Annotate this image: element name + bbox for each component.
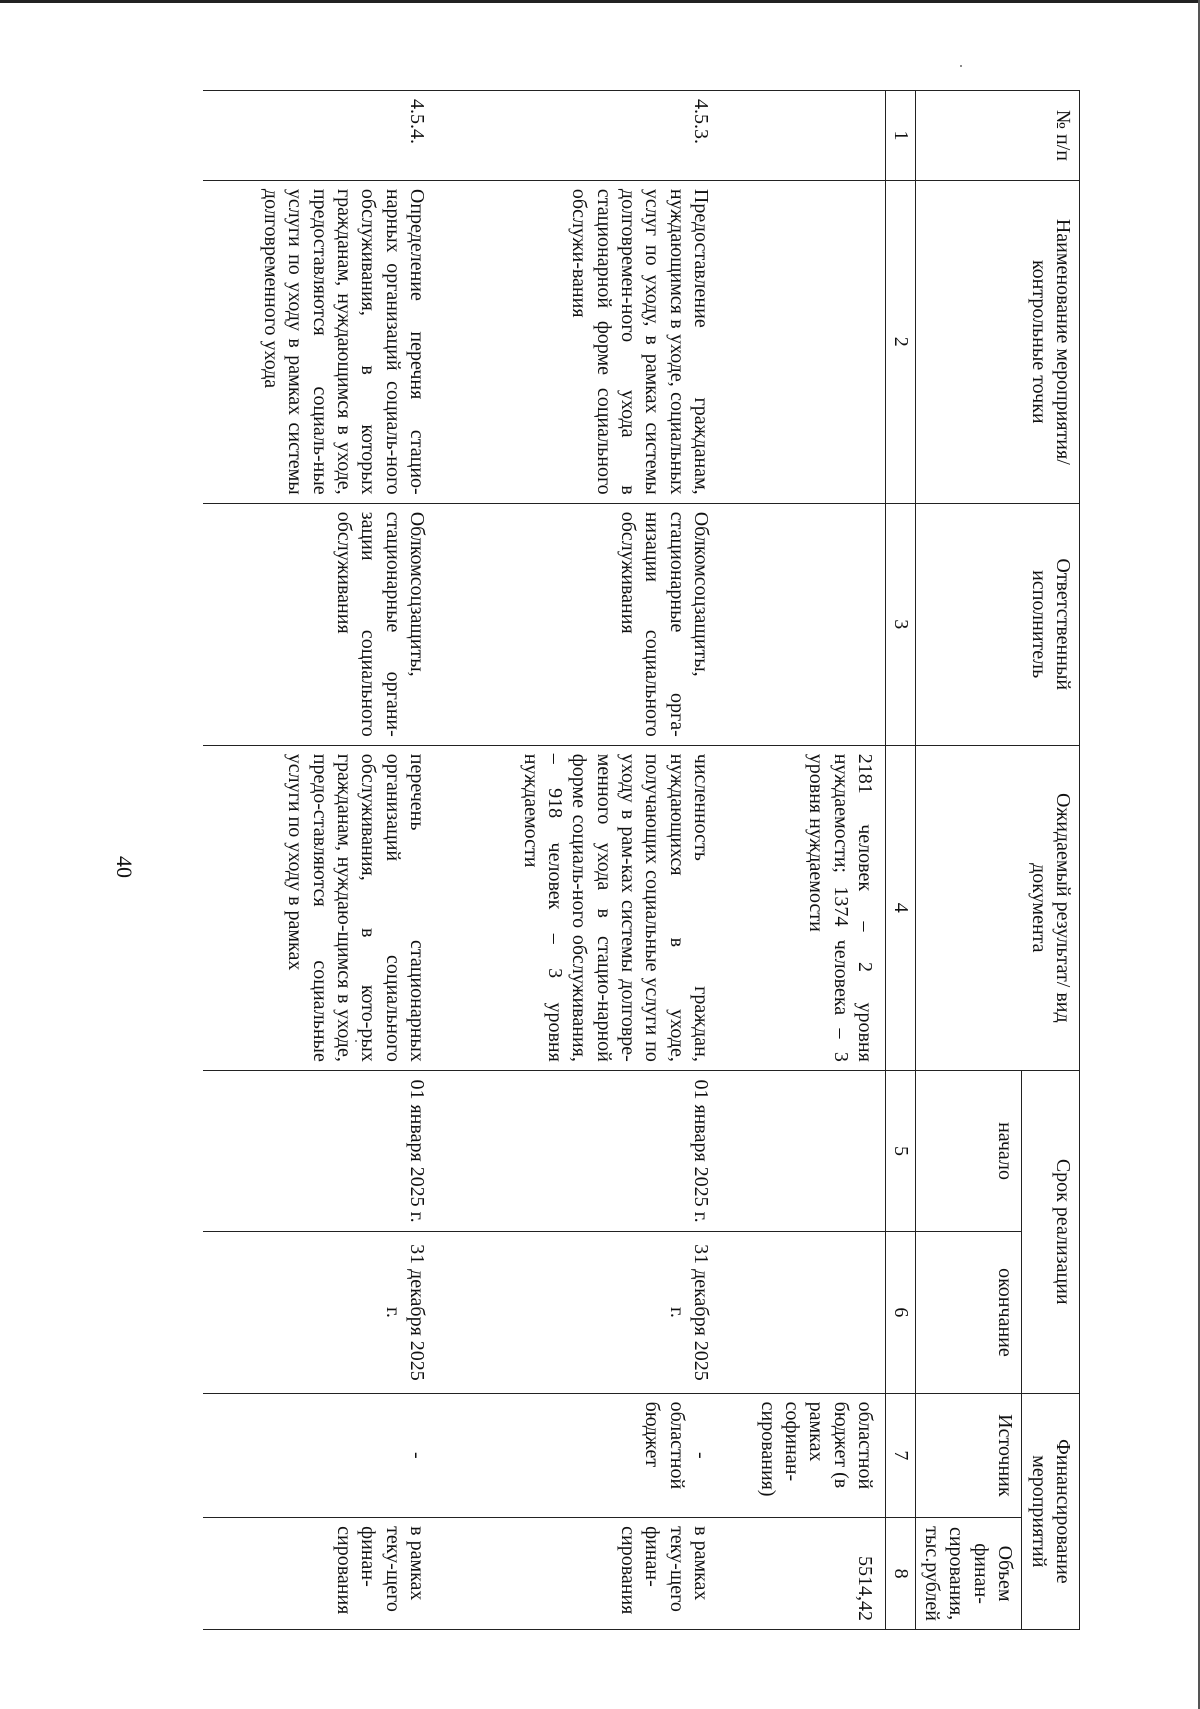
- activities-table: [203, 90, 1080, 1630]
- row-result: 2181 человек – 2 уровня нуждаемости; 1374 человека – 3 уровня нуждаемости: [721, 745, 886, 1070]
- row-executor: Облкомсоцзащиты, стационарные органи-зации социального обслуживания: [203, 503, 437, 745]
- header-finance-amount: Объем финан-сирования, тыс.рублей: [915, 1518, 1022, 1630]
- row-start: 01 января 2025 г.: [203, 1070, 437, 1231]
- column-number: 2: [886, 180, 915, 503]
- row-amount: в рамках теку-щего финан-сирования: [437, 1518, 721, 1630]
- page-number: 40: [112, 856, 137, 878]
- scan-speck: [960, 65, 962, 67]
- row-name: Определение перечня стацио-нарных организаций социаль-ного обслуживания, в которых гражданам, нуждающимся в уходе, предоставляются социаль-ные услуги по уходу в рамках системы долговременного ухода: [203, 180, 437, 503]
- column-number: 1: [886, 91, 915, 181]
- row-result: численность граждан, нуждающихся в уходе, получающих социальные услуги по уходу в рам-ках системы долговре-менного ухода в стацио-нарной форме социаль-ного обслуживания, – 918 человек – 3 уровня нуждаемости: [437, 745, 721, 1070]
- header-name: Наименование мероприятия/ контрольные точки: [915, 180, 1079, 503]
- header-result: Ожидаемый результат/ вид документа: [915, 745, 1079, 1070]
- table-row: [721, 91, 886, 1630]
- row-source: областной бюджет (в рамках софинан-сирования): [721, 1393, 886, 1518]
- row-executor: Облкомсоцзащиты, стационарные орга-низации социального обслуживания: [437, 503, 721, 745]
- row-amount: в рамках теку-щего финан-сирования: [203, 1518, 437, 1630]
- header-row: [1022, 91, 1080, 1630]
- header-finance-group: Финансирование мероприятий: [1022, 1393, 1080, 1629]
- row-source: -: [203, 1393, 437, 1518]
- table-row: [437, 91, 721, 1630]
- column-number: 4: [886, 745, 915, 1070]
- row-executor: [721, 503, 886, 745]
- column-number: 5: [886, 1070, 915, 1231]
- row-amount: 5514,42: [721, 1518, 886, 1630]
- row-result: перечень стационарных организаций социального обслуживания, в кото-рых гражданам, нуждаю-щимся в уходе, предо-ставляются социальные услуги по уходу в рамках: [203, 745, 437, 1070]
- row-num: 4.5.3.: [437, 91, 721, 181]
- row-end: 31 декабря 2025 г.: [437, 1232, 721, 1393]
- column-number: 7: [886, 1393, 915, 1518]
- scan-top-edge: [0, 0, 1200, 3]
- row-end: 31 декабря 2025 г.: [203, 1232, 437, 1393]
- header-term-start: начало: [915, 1070, 1022, 1231]
- row-end: [721, 1232, 886, 1393]
- header-num: № п/п: [915, 91, 1079, 181]
- header-executor: Ответственный исполнитель: [915, 503, 1079, 745]
- header-term-end: окончание: [915, 1232, 1022, 1393]
- row-source-dash: -: [690, 1452, 713, 1459]
- header-term-group: Срок реализации: [1022, 1070, 1080, 1393]
- row-num: 4.5.4.: [203, 91, 437, 181]
- row-start: 01 января 2025 г.: [437, 1070, 721, 1231]
- row-num: [721, 91, 886, 181]
- row-source-text: областной бюджет: [641, 1401, 688, 1490]
- column-number: 6: [886, 1232, 915, 1393]
- column-number-row: [886, 91, 915, 1630]
- row-start: [721, 1070, 886, 1231]
- row-source: [437, 1393, 721, 1518]
- column-number: 8: [886, 1518, 915, 1630]
- row-name: [721, 180, 886, 503]
- header-finance-source: Источник: [915, 1393, 1022, 1518]
- rotated-document-page: [120, 90, 1080, 1630]
- row-name: Предоставление гражданам, нуждающимся в уходе, социальных услуг по уходу, в рамках системы долговремен-ного ухода в стационарной форме социального обслужи-вания: [437, 180, 721, 503]
- column-number: 3: [886, 503, 915, 745]
- table-row: [203, 91, 437, 1630]
